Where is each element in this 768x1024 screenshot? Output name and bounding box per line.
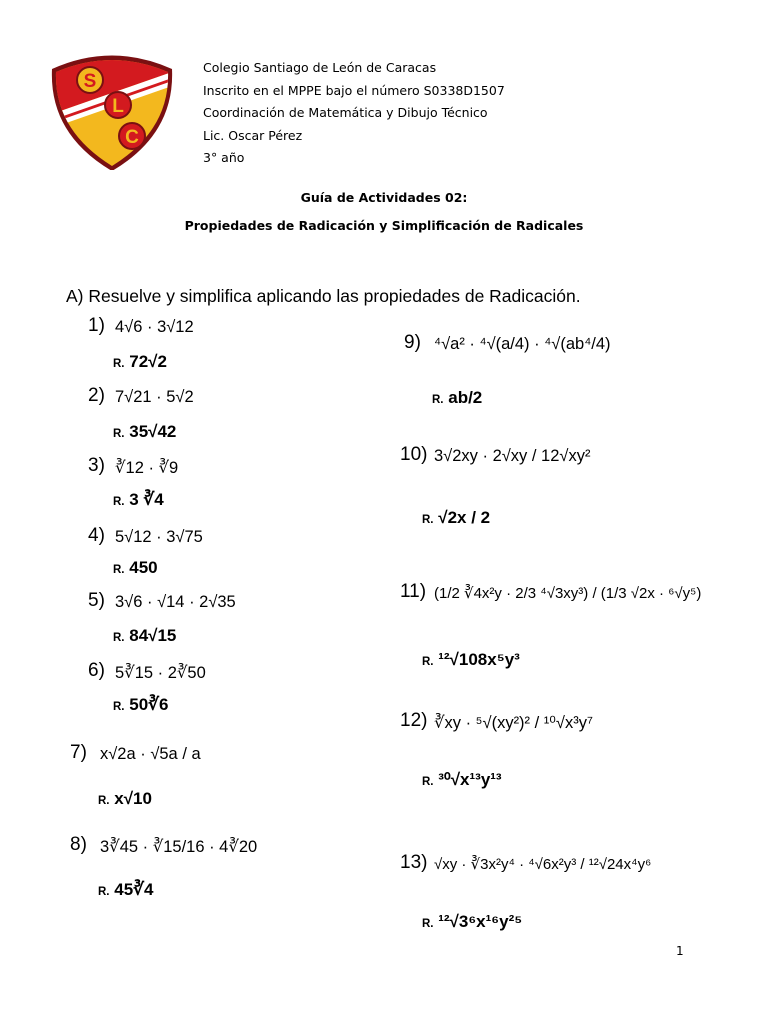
answer-value: 50∛6 [129, 695, 169, 714]
answer-prefix: R. [113, 632, 125, 644]
answer-prefix: R. [422, 918, 434, 930]
answer [98, 789, 152, 809]
exercise-expression: √xy · ∛3x²y⁴ · ⁴√6x²y³ / ¹²√24x⁴y⁶ [434, 856, 652, 873]
exercise-number: 1) [88, 315, 105, 336]
exercise-expression: 4√6 · 3√12 [115, 318, 194, 336]
exercise-number: 10) [400, 444, 428, 465]
exercise-number: 13) [400, 852, 428, 873]
answer-prefix: R. [113, 428, 125, 440]
exercise-number: 7) [70, 742, 87, 763]
grade-line: 3° año [203, 150, 245, 165]
answer-value: ¹²√108x⁵y³ [438, 650, 520, 669]
exercise-number: 4) [88, 525, 105, 546]
answer [113, 352, 167, 372]
exercise-number: 12) [400, 710, 428, 731]
answer-value: 84√15 [129, 626, 177, 645]
exercise-expression: 3√2xy · 2√xy / 12√xy² [434, 447, 591, 465]
exercise-expression: (1/2 ∛4x²y · 2/3 ⁴√3xy³) / (1/3 √2x · ⁶√y⁵) [434, 585, 702, 602]
answer [113, 626, 176, 646]
section-instruction [66, 286, 581, 307]
answer [422, 508, 490, 528]
header-block [203, 57, 505, 170]
exercise-expression: x√2a · √5a / a [100, 745, 201, 763]
teacher-line: Lic. Oscar Pérez [203, 127, 303, 143]
registry-line: Inscrito en el MPPE bajo el número S0338D1507 [203, 82, 505, 98]
school-name: Colegio Santiago de León de Caracas [203, 60, 437, 75]
exercise-expression: 5√12 · 3√75 [115, 528, 203, 546]
answer-value: 450 [129, 558, 158, 577]
answer [422, 770, 502, 790]
instruction-text: Resuelve y simplifica aplicando las propiedades de Radicación. [88, 286, 581, 306]
svg-text:C: C [125, 127, 139, 148]
answer [422, 650, 520, 670]
answer-prefix: R. [422, 776, 434, 788]
answer-value: 45∛4 [114, 880, 154, 899]
answer [113, 490, 164, 510]
exercise-expression: 3∛45 · ∛15/16 · 4∛20 [100, 838, 258, 856]
exercise-expression: 7√21 · 5√2 [115, 388, 194, 406]
answer-value: √2x / 2 [438, 508, 491, 527]
page-number: 1 [676, 944, 684, 958]
section-label: A) [66, 286, 84, 306]
answer [98, 880, 153, 900]
exercise-number: 11) [400, 581, 427, 602]
guide-title: Guía de Actividades 02: [300, 190, 468, 205]
answer [432, 388, 482, 408]
answer-value: ab/2 [448, 388, 483, 407]
answer-value: ³⁰√x¹³y¹³ [438, 770, 502, 789]
answer [113, 558, 158, 578]
answer-prefix: R. [432, 394, 444, 406]
answer [422, 912, 522, 932]
answer-prefix: R. [113, 564, 125, 576]
answer-prefix: R. [98, 886, 110, 898]
exercise-number: 2) [88, 385, 105, 406]
answer-prefix: R. [422, 656, 434, 668]
answer-value: 35√42 [129, 422, 177, 441]
exercise-expression: ⁴√a² · ⁴√(a/4) · ⁴√(ab⁴/4) [434, 335, 611, 353]
answer-prefix: R. [98, 795, 110, 807]
answer-value: 3 ∛4 [129, 490, 164, 509]
answer-prefix: R. [113, 358, 125, 370]
answer-prefix: R. [422, 514, 434, 526]
answer-value: 72√2 [129, 352, 167, 371]
exercise-number: 6) [88, 660, 105, 681]
exercise-number: 8) [70, 834, 87, 855]
exercise-expression: 3√6 · √14 · 2√35 [115, 593, 236, 611]
exercise-expression: ∛xy · ⁵√(xy²)² / ¹⁰√x³y⁷ [434, 714, 593, 732]
department-line: Coordinación de Matemática y Dibujo Técnico [203, 105, 488, 120]
answer [113, 422, 176, 442]
exercise-number: 3) [88, 455, 105, 476]
exercise-expression: ∛12 · ∛9 [115, 459, 179, 477]
answer-value: x√10 [114, 789, 152, 808]
exercise-number: 9) [404, 332, 421, 353]
guide-subtitle: Propiedades de Radicación y Simplificación de Radicales [184, 218, 584, 233]
exercise-number: 5) [88, 590, 105, 611]
school-logo [46, 50, 178, 170]
svg-text:S: S [83, 71, 97, 92]
svg-text:L: L [112, 96, 124, 117]
exercise-expression: 5∛15 · 2∛50 [115, 664, 206, 682]
answer-value: ¹²√3⁶x¹⁶y²⁵ [438, 912, 523, 931]
answer-prefix: R. [113, 496, 125, 508]
answer [113, 695, 168, 715]
answer-prefix: R. [113, 701, 125, 713]
